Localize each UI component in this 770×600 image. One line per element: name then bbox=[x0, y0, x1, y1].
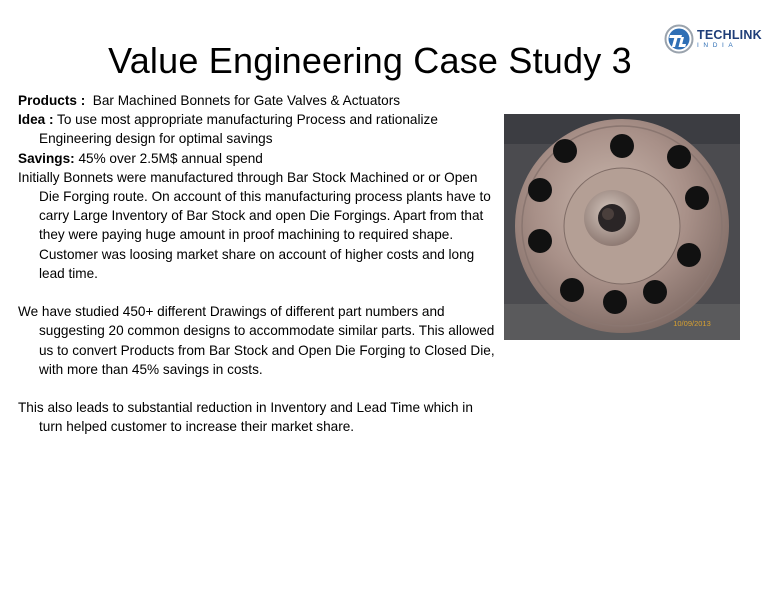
slide-title: Value Engineering Case Study 3 bbox=[108, 40, 632, 81]
techlink-logo-icon bbox=[664, 24, 694, 54]
slide-body bbox=[18, 91, 496, 437]
products-text: Bar Machined Bonnets for Gate Valves & Actuators bbox=[92, 93, 401, 108]
paragraph-outcome: This also leads to substantial reduction in Inventory and Lead Time which in turn helped customer to increase their market share. bbox=[18, 400, 473, 435]
idea-line bbox=[18, 110, 496, 148]
company-logo bbox=[664, 22, 768, 56]
idea-text: To use most appropriate manufacturing Process and rationalize Engineering design for optimal savings bbox=[39, 112, 438, 147]
savings-text: 45% over 2.5M$ annual spend bbox=[78, 150, 263, 166]
savings-label: Savings: bbox=[18, 150, 75, 166]
products-label: Products : bbox=[18, 93, 86, 108]
logo-subtitle: INDIA bbox=[697, 42, 738, 49]
products-line bbox=[18, 91, 496, 110]
logo-name: TECHLINK bbox=[697, 27, 762, 42]
paragraph-initial-process: Initially Bonnets were manufactured through Bar Stock Machined or or Open Die Forging route. On account of this manufacturing process plants have to carry Large Inventory of Bar Stock and open Die Forgings. Apart from that they were paying huge amount in proof machining to required shape. Customer was loosing market share on account of higher costs and long lead time. bbox=[18, 169, 491, 281]
idea-label: Idea : bbox=[18, 112, 54, 128]
savings-line bbox=[18, 149, 496, 168]
photo-date-stamp: 10/09/2013 bbox=[673, 319, 711, 328]
bonnet-forging-photo bbox=[504, 114, 740, 340]
paragraph-study: We have studied 450+ different Drawings of different part numbers and suggesting 20 common designs to accommodate similar parts. This allowed us to convert Products from Bar Stock and Open Die Forging to Closed Die, with more than 45% savings in costs. bbox=[18, 304, 495, 377]
